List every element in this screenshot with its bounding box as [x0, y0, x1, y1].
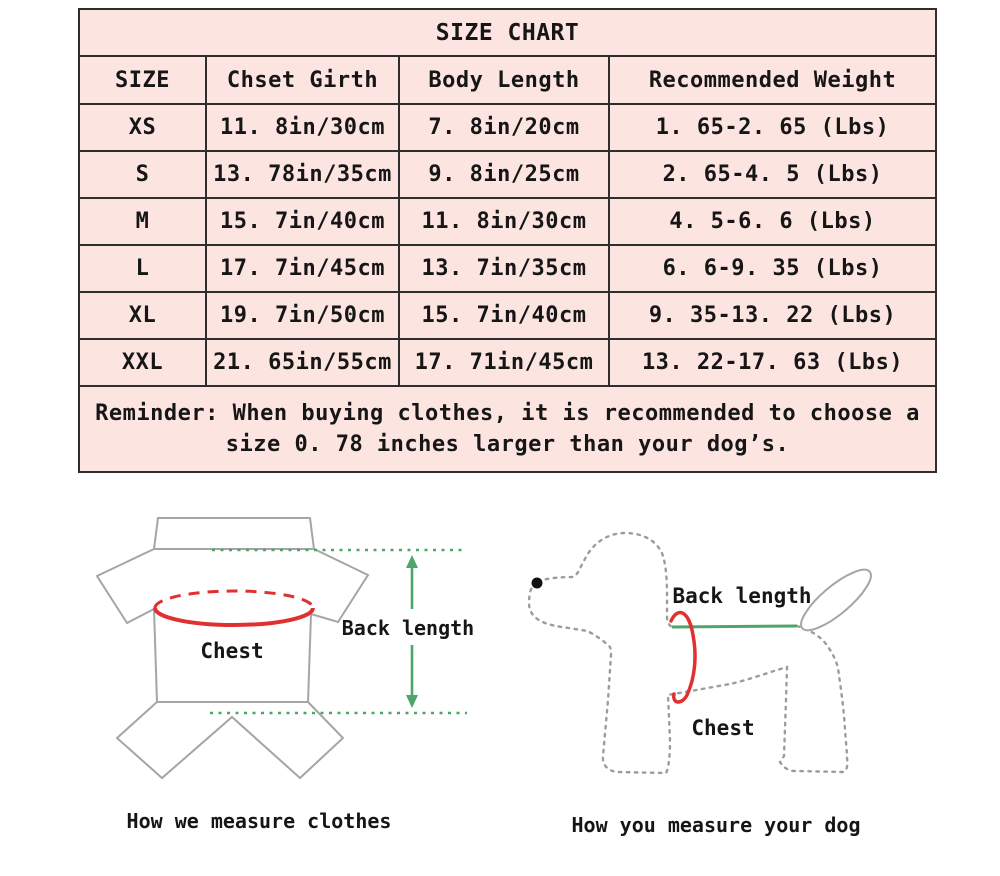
cell-weight: 13. 22-17. 63 (Lbs)	[609, 339, 936, 386]
clothes-back-length-label: Back length	[341, 616, 475, 640]
cell-chest: 15. 7in/40cm	[206, 198, 399, 245]
table-reminder-row	[79, 386, 936, 472]
table-row-l	[79, 245, 936, 292]
size-chart-table	[78, 8, 937, 473]
cell-size: XS	[79, 104, 206, 151]
cell-length: 7. 8in/20cm	[399, 104, 609, 151]
table-row-s	[79, 151, 936, 198]
cell-size: S	[79, 151, 206, 198]
cell-weight: 2. 65-4. 5 (Lbs)	[609, 151, 936, 198]
cell-length: 9. 8in/25cm	[399, 151, 609, 198]
arrow-head-down-icon	[406, 695, 418, 708]
cell-chest: 21. 65in/55cm	[206, 339, 399, 386]
collar-shape	[154, 518, 314, 549]
cell-size: L	[79, 245, 206, 292]
table-row-xl	[79, 292, 936, 339]
chest-girth-ellipse-dashed	[155, 591, 313, 608]
cell-weight: 9. 35-13. 22 (Lbs)	[609, 292, 936, 339]
reminder-line-2: size 0. 78 inches larger than your dog’s.	[225, 432, 790, 457]
cell-length: 13. 7in/35cm	[399, 245, 609, 292]
col-header-chest-girth: Chset Girth	[206, 56, 399, 104]
cell-size: M	[79, 198, 206, 245]
table-row-m	[79, 198, 936, 245]
cell-length: 17. 71in/45cm	[399, 339, 609, 386]
cell-weight: 4. 5-6. 6 (Lbs)	[609, 198, 936, 245]
dog-measure-diagram	[500, 495, 960, 855]
clothes-measure-diagram	[75, 495, 495, 825]
table-title: SIZE CHART	[79, 9, 936, 56]
dog-caption: How you measure your dog	[571, 813, 861, 837]
cell-chest: 17. 7in/45cm	[206, 245, 399, 292]
cell-weight: 1. 65-2. 65 (Lbs)	[609, 104, 936, 151]
dog-nose-dot	[532, 578, 543, 589]
left-sleeve-shape	[97, 549, 154, 623]
cell-size: XL	[79, 292, 206, 339]
cell-weight: 6. 6-9. 35 (Lbs)	[609, 245, 936, 292]
cell-chest: 11. 8in/30cm	[206, 104, 399, 151]
cell-length: 15. 7in/40cm	[399, 292, 609, 339]
col-header-size: SIZE	[79, 56, 206, 104]
col-header-body-length: Body Length	[399, 56, 609, 104]
cell-chest: 13. 78in/35cm	[206, 151, 399, 198]
table-row-xs	[79, 104, 936, 151]
cell-chest: 19. 7in/50cm	[206, 292, 399, 339]
dog-back-length-label: Back length	[672, 584, 812, 608]
cell-length: 11. 8in/30cm	[399, 198, 609, 245]
reminder-note	[79, 386, 936, 472]
clothes-caption: How we measure clothes	[126, 809, 392, 833]
table-title-row	[79, 9, 936, 56]
right-sleeve-shape	[311, 549, 368, 622]
dog-chest-label: Chest	[691, 716, 755, 740]
chest-girth-ellipse-solid	[155, 608, 313, 625]
cell-size: XXL	[79, 339, 206, 386]
reminder-line-1: Reminder: When buying clothes, it is recommended to choose a	[95, 401, 920, 426]
table-row-xxl	[79, 339, 936, 386]
arrow-head-up-icon	[406, 555, 418, 568]
clothes-chest-label: Chest	[200, 639, 264, 663]
table-header-row	[79, 56, 936, 104]
dog-outline	[529, 533, 847, 773]
col-header-recommended-weight: Recommended Weight	[609, 56, 936, 104]
